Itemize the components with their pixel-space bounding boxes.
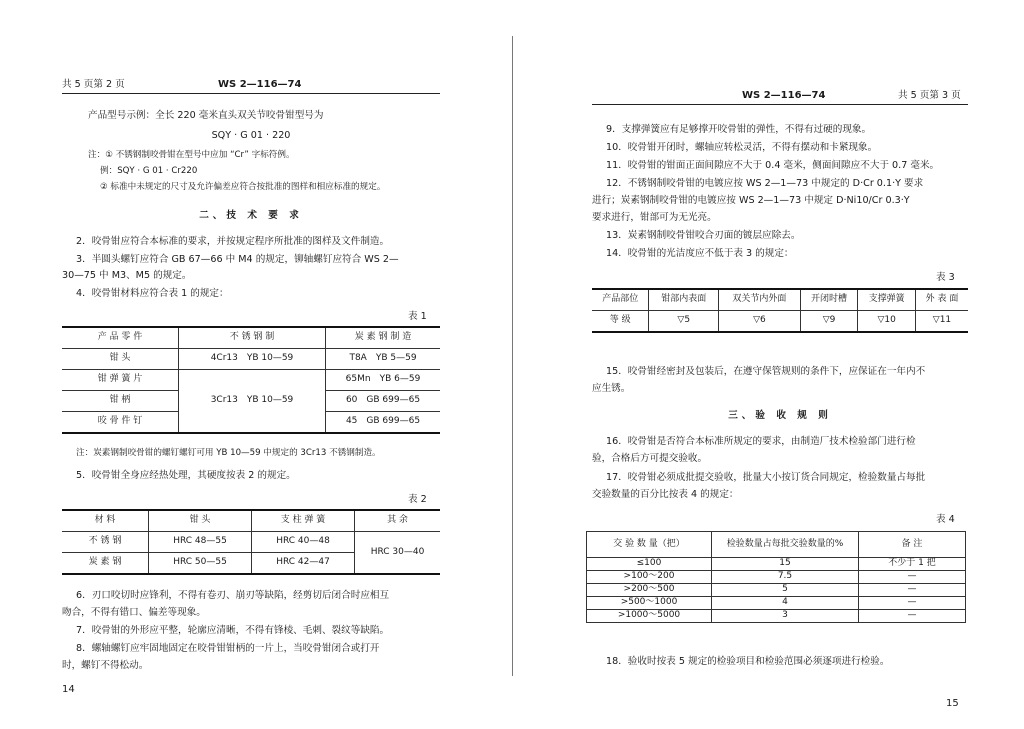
table-row xyxy=(62,370,440,391)
section-heading: 二、技 术 要 求 xyxy=(199,210,303,221)
clause-8: 8．螺轴螺钉应牢固地固定在咬骨钳钳柄的一片上，当咬骨钳闭合或打开 xyxy=(76,643,380,654)
material-cell: 炭 素 钢 xyxy=(62,553,149,575)
clause-15-cont: 应生锈。 xyxy=(592,383,631,394)
column-header: 双关节内外面 xyxy=(719,289,801,311)
table-row xyxy=(587,558,966,571)
column-header: 开闭时槽 xyxy=(800,289,858,311)
column-header: 交 验 数 量（把） xyxy=(587,532,712,558)
clause-7: 7．咬骨钳的外形应平整，轮廓应清晰，不得有锋棱、毛刺、裂纹等缺陷。 xyxy=(76,625,390,636)
clause-8-cont: 时，螺钉不得松动。 xyxy=(62,660,149,671)
table-header-row xyxy=(587,532,966,558)
clause-16-cont: 验，合格后方可提交验收。 xyxy=(592,453,708,464)
material-cell: 不 锈 钢 xyxy=(62,532,149,553)
clause-16: 16．咬骨钳是否符合本标准所规定的要求，由制造厂技术检验部门进行检 xyxy=(606,436,916,447)
remark-cell: — xyxy=(859,610,966,623)
table-row xyxy=(62,532,440,553)
table-row xyxy=(587,597,966,610)
grade-cell: ▽6 xyxy=(719,311,801,333)
note-2: ② 标准中未规定的尺寸及允许偏差应符合按批准的图样和相应标准的规定。 xyxy=(100,182,386,192)
column-header: 备 注 xyxy=(859,532,966,558)
remark-cell: 不少于 1 把 xyxy=(859,558,966,571)
note-1: 注：① 不锈钢制咬骨钳在型号中应加 “Cr” 字标符例。 xyxy=(88,150,295,160)
finish-table xyxy=(592,288,968,333)
table-caption: 表 2 xyxy=(408,494,427,505)
quantity-cell: >500～1000 xyxy=(587,597,712,610)
hardness-table xyxy=(62,509,440,575)
grade-cell: ▽5 xyxy=(649,311,719,333)
part-cell: 咬 骨 件 钉 xyxy=(62,412,179,434)
grade-cell: ▽10 xyxy=(858,311,916,333)
column-header: 支撑弹簧 xyxy=(858,289,916,311)
carbon-cell: T8A YB 5—59 xyxy=(326,349,441,370)
clause-6: 6．刃口咬切时应锋利，不得有卷刃、崩刃等缺陷，经剪切后闭合时应相互 xyxy=(76,590,390,601)
book-spine xyxy=(512,36,513,676)
stainless-cell: 4Cr13 YB 10—59 xyxy=(179,349,326,370)
left-page xyxy=(0,0,510,729)
page-number: 15 xyxy=(946,698,959,709)
part-cell: 钳 弹 簧 片 xyxy=(62,370,179,391)
stainless-cell: 3Cr13 YB 10—59 xyxy=(179,370,326,434)
grade-cell: ▽11 xyxy=(915,311,968,333)
carbon-cell: 45 GB 699—65 xyxy=(326,412,441,434)
column-header: 其 余 xyxy=(355,510,441,532)
clause-3: 3．半圆头螺钉应符合 GB 67—66 中 M4 的规定，铆轴螺钉应符合 WS 2— xyxy=(76,254,399,265)
remark-cell: — xyxy=(859,584,966,597)
standard-number: WS 2—116—74 xyxy=(742,90,826,101)
table-header-row xyxy=(62,327,440,349)
head-hardness-cell: HRC 50—55 xyxy=(149,553,252,575)
clause-17-cont: 交验数量的百分比按表 4 的规定： xyxy=(592,489,739,500)
clause-13: 13．炭素钢制咬骨钳咬合刃面的镀层应除去。 xyxy=(606,230,801,241)
sampling-table xyxy=(586,531,966,623)
material-table xyxy=(62,326,440,434)
section-heading: 三、验 收 规 则 xyxy=(728,410,832,421)
model-code: SQY · G 01 · 220 xyxy=(211,130,291,141)
percent-cell: 3 xyxy=(712,610,859,623)
page-header xyxy=(62,79,440,94)
table-caption: 表 3 xyxy=(936,272,955,283)
page-count: 共 5 页第 2 页 xyxy=(62,79,125,90)
table-header-row xyxy=(62,510,440,532)
table-header-row xyxy=(592,289,968,311)
clause-5: 5．咬骨钳全身应经热处理，其硬度按表 2 的规定。 xyxy=(76,470,296,481)
remark-cell: — xyxy=(859,597,966,610)
clause-12-cont: 要求进行，钳部可为无光亮。 xyxy=(592,212,717,223)
table-row xyxy=(587,584,966,597)
table-note: 注：炭素钢制咬骨钳的螺钉螺钉可用 YB 10—59 中规定的 3Cr13 不锈钢制造。 xyxy=(76,448,381,458)
percent-cell: 7.5 xyxy=(712,571,859,584)
table-caption: 表 4 xyxy=(936,514,955,525)
part-cell: 钳 柄 xyxy=(62,391,179,412)
clause-15: 15．咬骨钳经密封及包装后，在遵守保管规则的条件下，应保证在一年内不 xyxy=(606,366,926,377)
column-header: 材 料 xyxy=(62,510,149,532)
grade-cell: ▽9 xyxy=(800,311,858,333)
page-number: 14 xyxy=(62,684,75,695)
clause-12-cont: 进行；炭素钢制咬骨钳的电镀应按 WS 2—1—73 中规定 D·Ni10/Cr 0.3·Y xyxy=(592,195,910,206)
grade-label-cell: 等 级 xyxy=(592,311,649,333)
model-example: 产品型号示例：全长 220 毫米直头双关节咬骨钳型号为 xyxy=(88,110,324,121)
clause-17: 17．咬骨钳必须成批提交验收，批量大小按订货合同规定，检验数量占每批 xyxy=(606,472,926,483)
clause-14: 14．咬骨钳的光洁度应不低于表 3 的规定： xyxy=(606,248,794,259)
clause-10: 10．咬骨钳开闭时，螺轴应转松灵活，不得有摆动和卡紧现象。 xyxy=(606,142,878,153)
quantity-cell: ≤100 xyxy=(587,558,712,571)
column-header: 检验数量占每批交验数量的% xyxy=(712,532,859,558)
percent-cell: 5 xyxy=(712,584,859,597)
clause-12: 12．不锈钢制咬骨钳的电镀应按 WS 2—1—73 中规定的 D·Cr 0.1·Y 要求 xyxy=(606,178,924,189)
clause-4: 4．咬骨钳材料应符合表 1 的规定： xyxy=(76,288,229,299)
column-header: 产 品 零 件 xyxy=(62,327,179,349)
clause-18: 18．验收时按表 5 规定的检验项目和检验范围必须逐项进行检验。 xyxy=(606,656,890,667)
clause-2: 2．咬骨钳应符合本标准的要求，并按规定程序所批准的图样及文件制造。 xyxy=(76,236,390,247)
column-header: 产品部位 xyxy=(592,289,649,311)
column-header: 不 锈 钢 制 xyxy=(179,327,326,349)
page-header xyxy=(592,90,968,105)
clause-3-cont: 30—75 中 M3、M5 的规定。 xyxy=(62,270,192,281)
carbon-cell: 65Mn YB 6—59 xyxy=(326,370,441,391)
note-1-example: 例：SQY · G 01 · Cr220 xyxy=(100,166,198,176)
quantity-cell: >100～200 xyxy=(587,571,712,584)
table-row xyxy=(62,349,440,370)
table-row xyxy=(587,610,966,623)
column-header: 钳部内表面 xyxy=(649,289,719,311)
remark-cell: — xyxy=(859,571,966,584)
column-header: 钳 头 xyxy=(149,510,252,532)
column-header: 外 表 面 xyxy=(915,289,968,311)
head-hardness-cell: HRC 48—55 xyxy=(149,532,252,553)
clause-11: 11．咬骨钳的钳面正面间隙应不大于 0.4 毫米，侧面间隙应不大于 0.7 毫米。 xyxy=(606,160,940,171)
column-header: 炭 素 钢 制 造 xyxy=(326,327,441,349)
spring-hardness-cell: HRC 40—48 xyxy=(252,532,355,553)
percent-cell: 4 xyxy=(712,597,859,610)
page-count: 共 5 页第 3 页 xyxy=(898,90,961,101)
quantity-cell: >200～500 xyxy=(587,584,712,597)
standard-number: WS 2—116—74 xyxy=(218,79,302,90)
clause-6-cont: 吻合，不得有错口、偏差等现象。 xyxy=(62,607,206,618)
table-caption: 表 1 xyxy=(408,311,427,322)
column-header: 支 柱 弹 簧 xyxy=(252,510,355,532)
table-row xyxy=(587,571,966,584)
table-row xyxy=(592,311,968,333)
rest-hardness-cell: HRC 30—40 xyxy=(355,532,441,575)
quantity-cell: >1000～5000 xyxy=(587,610,712,623)
percent-cell: 15 xyxy=(712,558,859,571)
carbon-cell: 60 GB 699—65 xyxy=(326,391,441,412)
clause-9: 9．支撑弹簧应有足够撑开咬骨钳的弹性，不得有过硬的现象。 xyxy=(606,124,872,135)
spring-hardness-cell: HRC 42—47 xyxy=(252,553,355,575)
right-page xyxy=(518,0,1024,729)
part-cell: 钳 头 xyxy=(62,349,179,370)
